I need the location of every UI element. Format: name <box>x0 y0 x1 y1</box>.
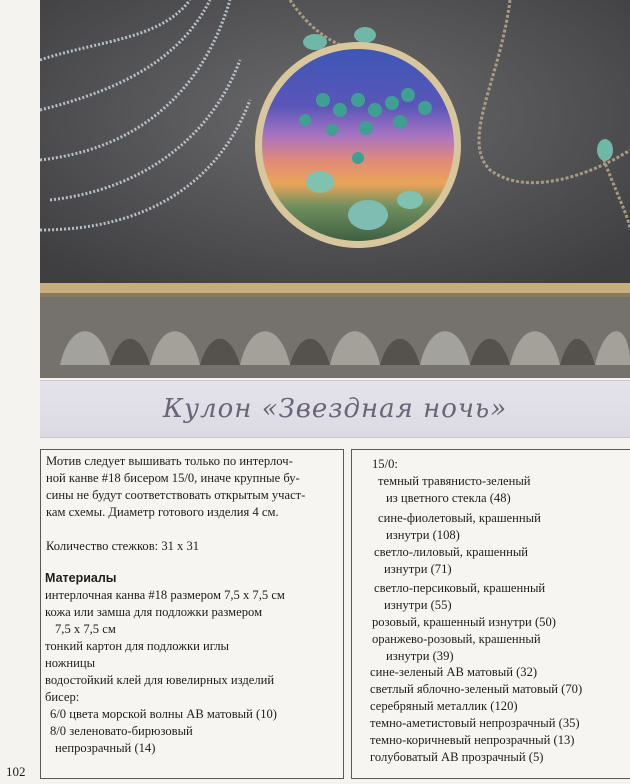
bead-item: темно-аметистовый непрозрачный (35) <box>370 716 580 730</box>
materials-item: 6/0 цвета морской волны AB матовый (10) <box>50 707 277 721</box>
bead-item: голубоватый AB прозрачный (5) <box>370 750 544 764</box>
materials-item: кожа или замша для подложки размером <box>45 605 263 619</box>
bead-item: сине-зеленый AB матовый (32) <box>370 665 538 679</box>
pendant-photo <box>40 0 630 378</box>
instructions-box <box>40 449 344 779</box>
materials-item: бисер: <box>45 690 80 704</box>
bead-item: светло-персиковый, крашенный <box>374 581 546 595</box>
bead-item: из цветного стекла (48) <box>386 491 511 505</box>
bead-item: серебряный металлик (120) <box>370 699 518 713</box>
page-number: 102 <box>6 764 26 779</box>
materials-item: 7,5 x 7,5 см <box>55 622 116 636</box>
bead-item: розовый, крашенный изнутри (50) <box>372 615 556 629</box>
bead-item: изнутри (55) <box>384 598 452 612</box>
materials-item: 8/0 зеленовато-бирюзовый <box>50 724 193 738</box>
bead-size: 15/0: <box>372 457 398 471</box>
materials-heading: Материалы <box>45 571 117 585</box>
bead-item: темно-коричневый непрозрачный (13) <box>370 733 575 747</box>
intro-line: сины не будут соответствовать открытым участ- <box>46 488 306 502</box>
bead-item: изнутри (71) <box>384 562 452 576</box>
materials-item: ножницы <box>45 656 96 670</box>
bead-item: изнутри (108) <box>386 528 460 542</box>
materials-item: водостойкий клей для ювелирных изделий <box>45 673 275 687</box>
bead-item: изнутри (39) <box>386 649 454 663</box>
intro-line: Мотив следует вышивать только по интерлоч- <box>46 454 293 468</box>
bead-item: оранжево-розовый, крашенный <box>372 632 541 646</box>
bead-item: темный травянисто-зеленый <box>378 474 531 488</box>
bead-item: сине-фиолетовый, крашенный <box>378 511 541 525</box>
materials-item: непрозрачный (14) <box>55 741 156 755</box>
bead-item: светло-лиловый, крашенный <box>374 545 529 559</box>
intro-line: ной канве #18 бисером 15/0, иначе крупные бу- <box>46 471 300 485</box>
bead-list-box <box>351 449 630 779</box>
materials-item: интерлочная канва #18 размером 7,5 x 7,5 см <box>45 588 285 602</box>
intro-line: кам схемы. Диаметр готового изделия 4 см. <box>46 505 279 519</box>
title-bar <box>40 380 630 438</box>
pendant-illustration <box>40 0 630 378</box>
bead-item: светлый яблочно-зеленый матовый (70) <box>370 682 583 696</box>
stitch-count: Количество стежков: 31 x 31 <box>46 539 200 553</box>
page-title: Кулон «Звездная ночь» <box>162 394 508 424</box>
materials-item: тонкий картон для подложки иглы <box>45 639 229 653</box>
